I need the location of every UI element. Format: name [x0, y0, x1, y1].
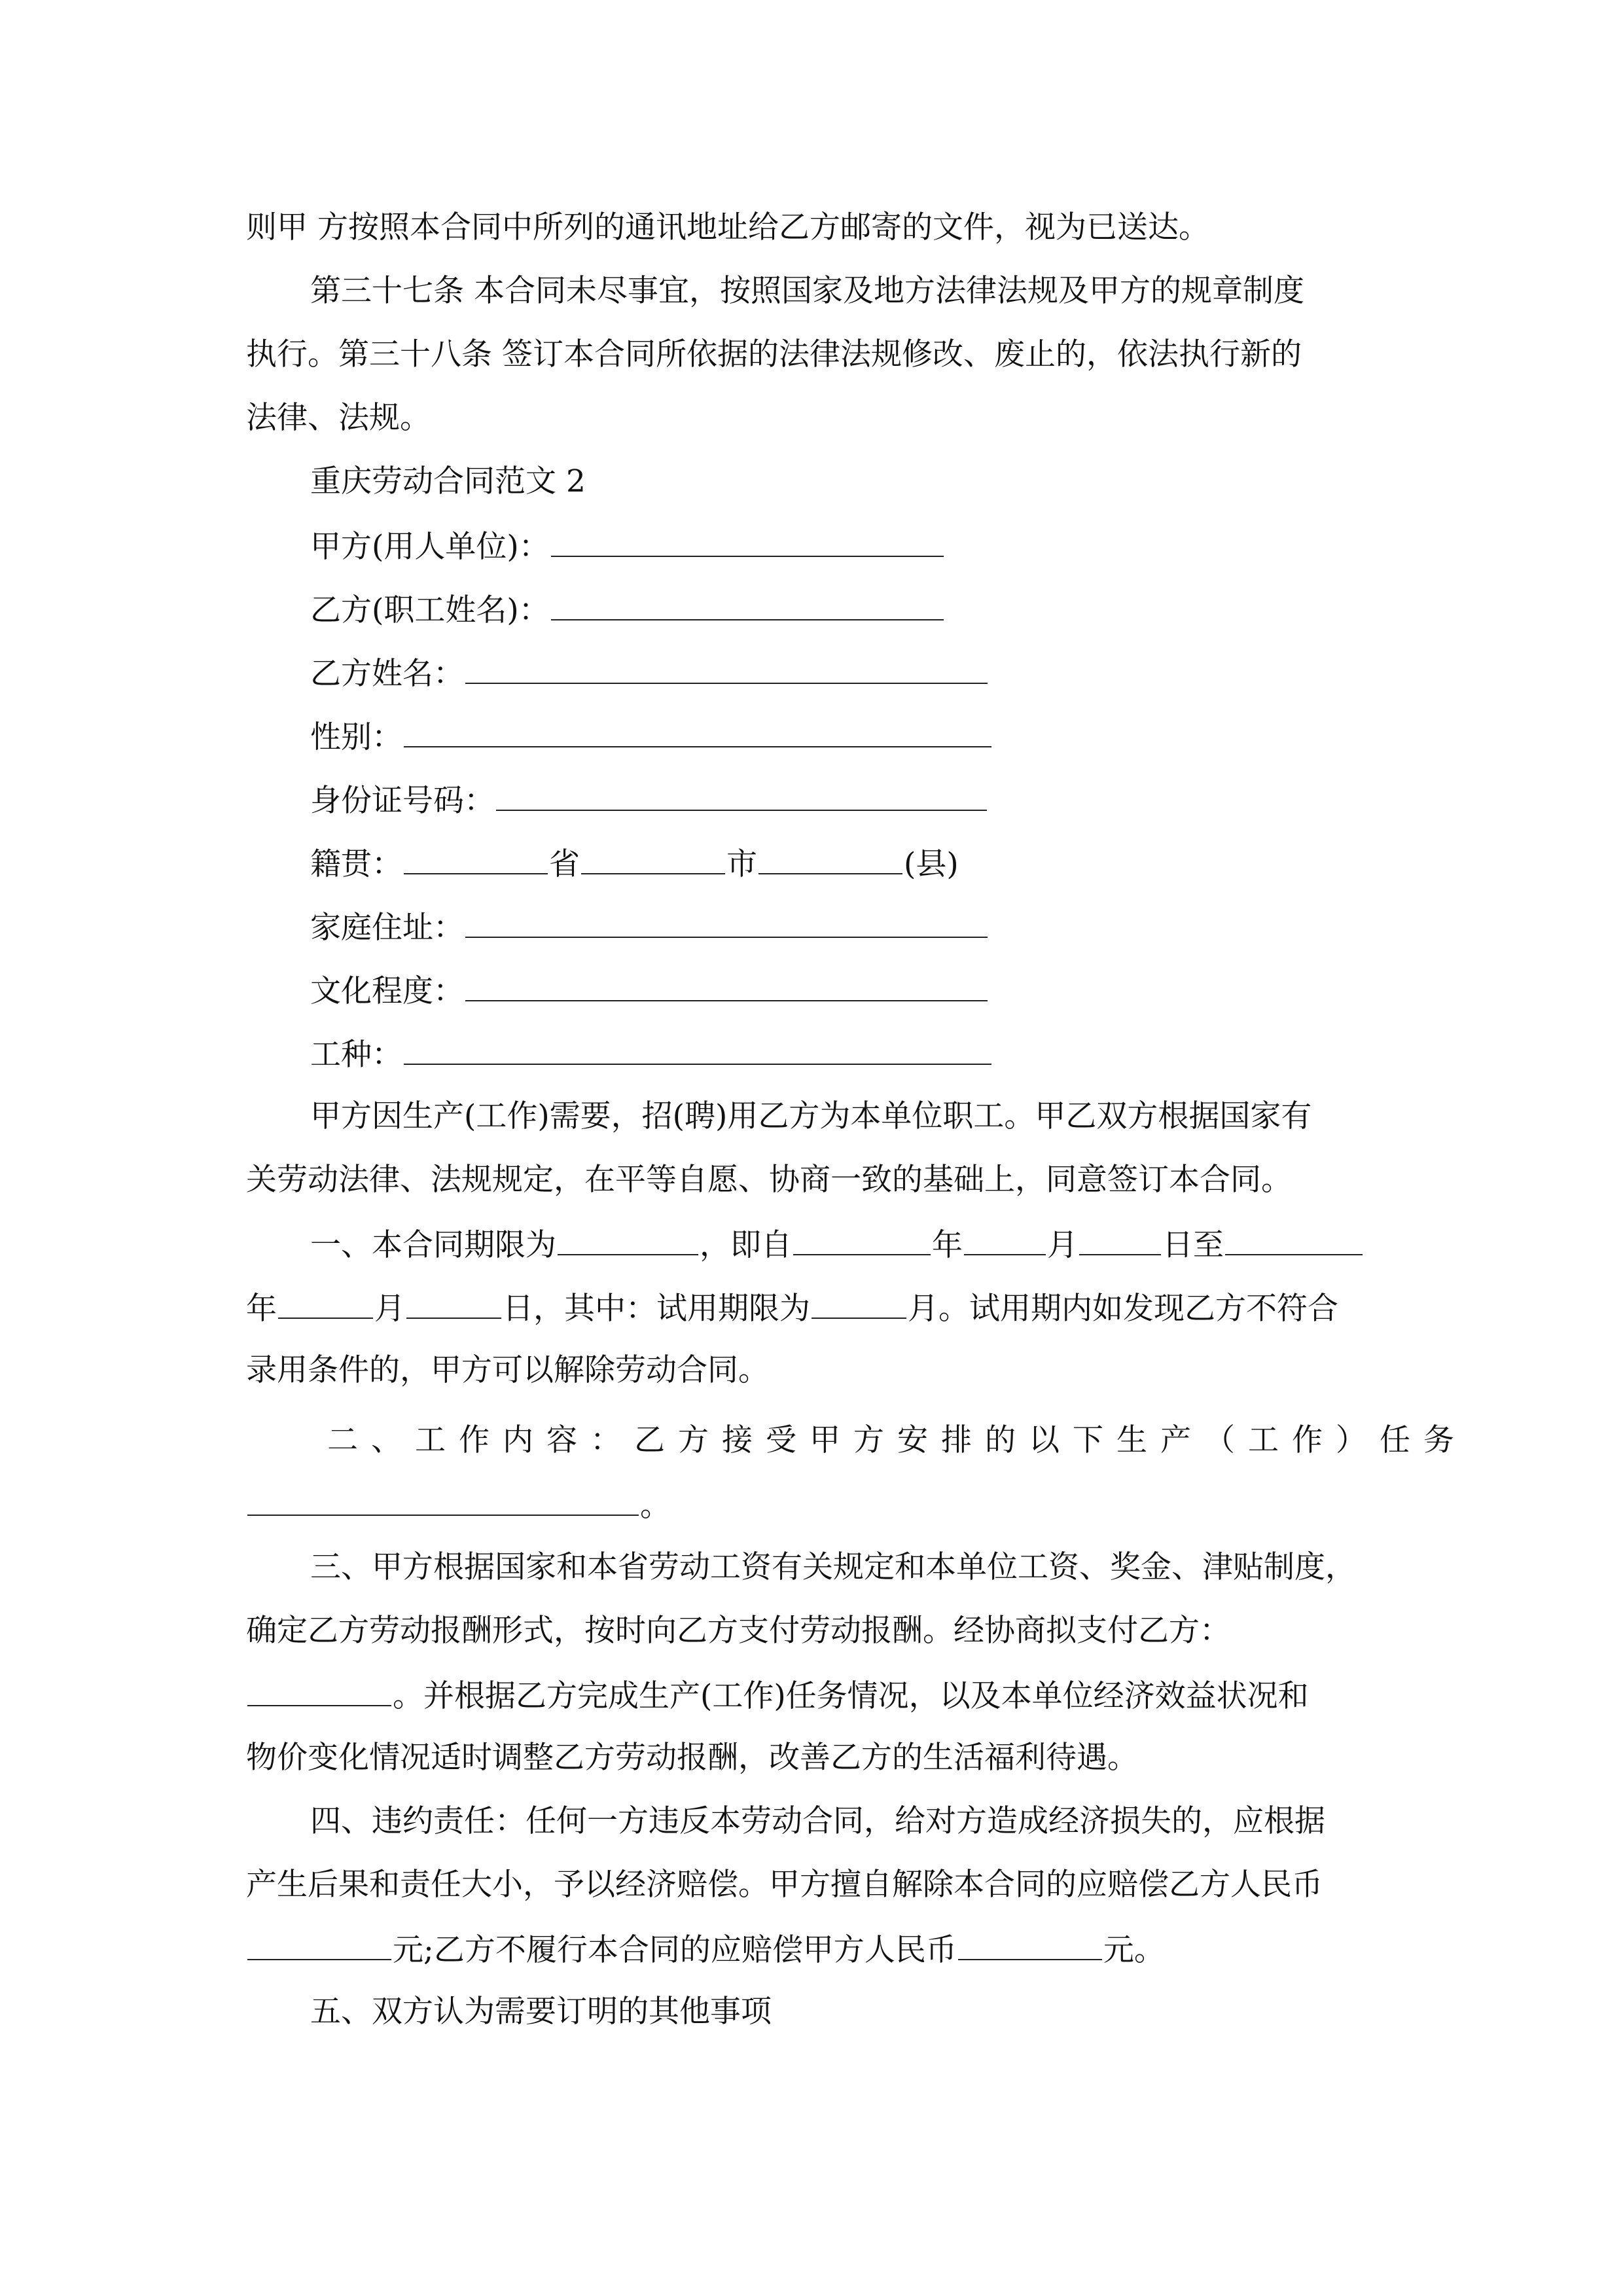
clause-text: 元。: [1103, 1932, 1165, 1968]
fill-in-blank[interactable]: [247, 1484, 639, 1516]
fill-in-blank[interactable]: [581, 843, 725, 874]
county-label: (县): [904, 846, 959, 882]
field-label: 文化程度：: [310, 973, 464, 1009]
clause-3-line: 三、甲方根据国家和本省劳动工资有关规定和本单位工资、奖金、津贴制度，: [310, 1549, 1356, 1585]
fill-in-blank[interactable]: [1079, 1224, 1161, 1255]
fill-in-blank[interactable]: [1225, 1224, 1363, 1255]
field-label: 甲方(用人单位)：: [310, 529, 550, 565]
clause-text: ，即自: [700, 1227, 792, 1263]
fill-in-blank[interactable]: [496, 780, 987, 811]
fill-in-blank[interactable]: [278, 1287, 373, 1319]
fill-in-blank[interactable]: [404, 716, 991, 747]
education-field: [310, 970, 1442, 1011]
fill-in-blank[interactable]: [465, 906, 988, 938]
clause-1-line: [310, 1224, 1442, 1265]
fill-in-blank[interactable]: [404, 843, 548, 874]
clause-4-line: 产生后果和责任大小，予以经济赔偿。甲方擅自解除本合同的应赔偿乙方人民币: [246, 1867, 1323, 1903]
city-label: 市: [726, 846, 757, 882]
clause-text: 一、本合同期限为: [310, 1227, 556, 1263]
fill-in-blank[interactable]: [465, 653, 988, 684]
clause-text: 月: [374, 1291, 405, 1327]
clause-3-line: [246, 1675, 1378, 1716]
province-label: 省: [549, 846, 580, 882]
native-place-field: [310, 843, 1442, 884]
clause-text: 月。试用期内如发现乙方不符合: [908, 1291, 1338, 1327]
article-38-line: 执行。第三十八条 签订本合同所依据的法律法规修改、废止的，依法执行新的: [246, 336, 1302, 372]
article-37-line: 第三十七条 本合同未尽事宜，按照国家及地方法律法规及甲方的规章制度: [310, 273, 1304, 309]
clause-4-line: [246, 1929, 1378, 1970]
paragraph-line: 法律、法规。: [246, 400, 431, 436]
clause-1-line: 录用条件的，甲方可以解除劳动合同。: [246, 1352, 769, 1388]
fill-in-blank[interactable]: [406, 1287, 501, 1319]
section-title: 重庆劳动合同范文 2: [310, 463, 586, 499]
clause-text: 日，其中：试用期限为: [503, 1291, 810, 1327]
clause-text: 年: [246, 1291, 277, 1327]
field-label: 乙方(职工姓名)：: [310, 592, 550, 628]
fill-in-blank[interactable]: [551, 589, 944, 620]
gender-field: [310, 716, 1442, 757]
clause-3-line: 物价变化情况适时调整乙方劳动报酬，改善乙方的生活福利待遇。: [246, 1740, 1138, 1776]
clause-text: 日至: [1162, 1227, 1224, 1263]
job-type-field: [310, 1033, 1442, 1075]
fill-in-blank[interactable]: [758, 843, 902, 874]
paragraph-line: 则甲 方按照本合同中所列的通讯地址给乙方邮寄的文件，视为已送达。: [246, 209, 1209, 245]
clause-text: 元;乙方不履行本合同的应赔偿甲方人民币: [393, 1932, 957, 1968]
fill-in-blank[interactable]: [247, 1929, 391, 1960]
clause-text: 年: [932, 1227, 963, 1263]
party-a-field: [310, 526, 1442, 567]
clause-text: 。并根据乙方完成生产(工作)任务情况，以及本单位经济效益状况和: [393, 1678, 1309, 1714]
field-label: 乙方姓名：: [310, 656, 464, 692]
name-field: [310, 653, 1442, 694]
clause-text: 二、工作内容：乙方接受甲方安排的以下生产（工作）任务: [327, 1422, 1467, 1458]
clause-1-line: [246, 1287, 1378, 1329]
clause-3-line: 确定乙方劳动报酬形式，按时向乙方支付劳动报酬。经协商拟支付乙方：: [246, 1613, 1230, 1649]
fill-in-blank[interactable]: [404, 1033, 991, 1065]
fill-in-blank[interactable]: [551, 526, 944, 557]
clause-2-line: [327, 1421, 1467, 1460]
field-label: 籍贯：: [310, 846, 402, 882]
fill-in-blank[interactable]: [465, 970, 988, 1001]
clause-2-line: [246, 1484, 1378, 1526]
fill-in-blank[interactable]: [958, 1929, 1102, 1960]
clause-5-line: 五、双方认为需要订明的其他事项: [310, 1994, 772, 2030]
fill-in-blank[interactable]: [964, 1224, 1046, 1255]
intro-line: 甲方因生产(工作)需要，招(聘)用乙方为本单位职工。甲乙双方根据国家有: [310, 1098, 1312, 1134]
field-label: 家庭住址：: [310, 910, 464, 946]
clause-text: 月: [1047, 1227, 1078, 1263]
intro-line: 关劳动法律、法规规定，在平等自愿、协商一致的基础上，同意签订本合同。: [246, 1162, 1292, 1198]
fill-in-blank[interactable]: [247, 1675, 391, 1706]
id-number-field: [310, 780, 1442, 821]
field-label: 工种：: [310, 1037, 402, 1073]
clause-text: 。: [640, 1488, 671, 1524]
fill-in-blank[interactable]: [793, 1224, 931, 1255]
clause-4-line: 四、违约责任：任何一方违反本劳动合同，给对方造成经济损失的，应根据: [310, 1803, 1325, 1839]
address-field: [310, 906, 1442, 948]
field-label: 身份证号码：: [310, 783, 495, 819]
party-b-field: [310, 589, 1442, 630]
field-label: 性别：: [310, 719, 402, 755]
fill-in-blank[interactable]: [812, 1287, 906, 1319]
fill-in-blank[interactable]: [558, 1224, 698, 1255]
